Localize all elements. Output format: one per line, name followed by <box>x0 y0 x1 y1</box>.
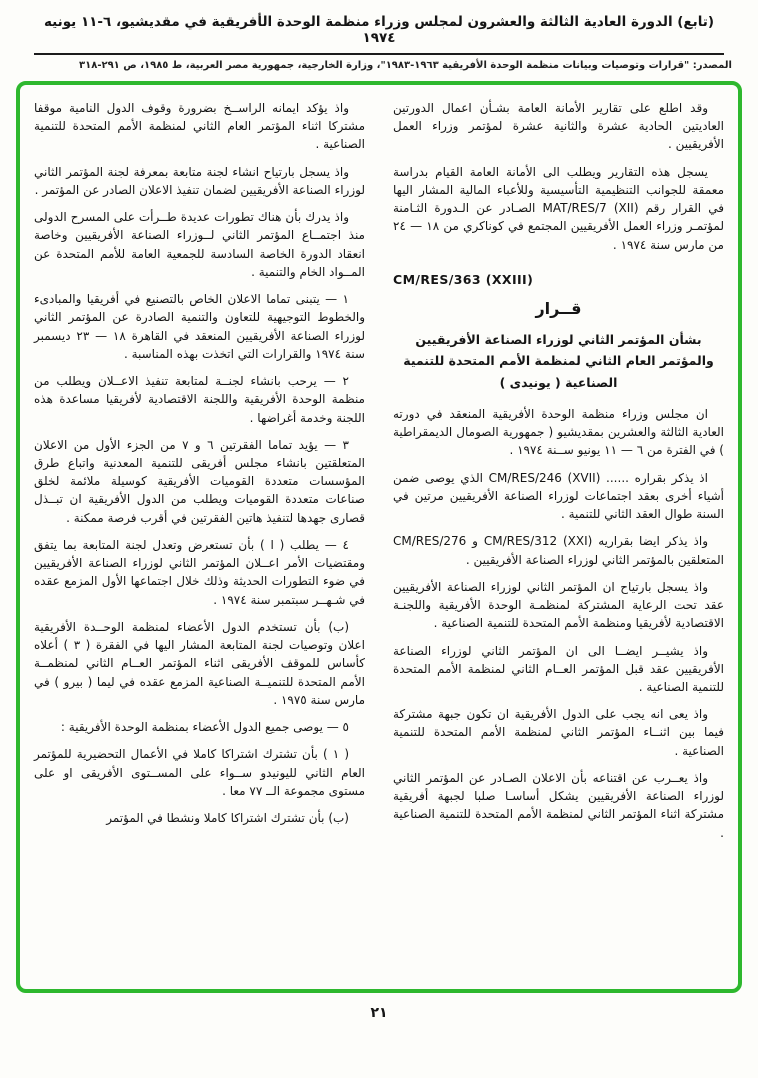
column-right <box>393 99 724 979</box>
two-column-layout <box>34 99 724 979</box>
resolution-code: CM/RES/363 (XXIII) <box>393 271 534 287</box>
paragraph: ٢ — يرحب بانشاء لجنــة لمتابعة تنفيذ الاعــلان ويطلب من منظمة الوحدة الأفريقية واللجنة الاقتصادية لأفريقيا مساعدة هذه اللجنة وخدمة أغراضها . <box>34 374 365 425</box>
paragraph: اذ يذكر بقراره ...... ‎CM/RES/246 (XVII)‎ الذي يوصى ضمن أشياء أخرى بعقد اجتماعات لوزراء الصناعة الأفريقيين مرتين في السنة طوال العقد الثاني للتنمية . <box>393 470 724 522</box>
paragraph: واذ يدرك بأن هناك تطورات عديدة طــرأت على المسرح الدولى منذ اجتمــاع المؤتمر الثاني لــوزراء الصناعة الأفريقيين وخاصة انعقاد الدورة الخاصة السادسة للجمعية العامة للأمم المتحدة عن المــواد الخام والتنمية . <box>34 210 365 279</box>
paragraph: واذ يشيــر ايضــا الى ان المؤتمر الثاني لوزراء الصناعة الأفريقيين عقد قبل المؤتمر العــام الثاني لمنظمة الأمم المتحدة للتنمية الصناعية . <box>393 643 724 694</box>
header-divider <box>34 53 724 55</box>
page-header <box>0 0 758 71</box>
paragraph: ٤ — يطلب ( ا ) بأن تستعرض وتعدل لجنة المتابعة بما يتفق ومقتضيات الأمر اعــلان المؤتمر الثاني لوزراء الصناعة الأفريقيين في ضوء التطورات الحديثة وذلك خلال اجتماعها الأول المزمع عقده في شـهــر سبتمبر سنة ١٩٧٤ . <box>34 537 365 607</box>
paragraph: واذ يسجل بارتياح ان المؤتمر الثاني لوزراء الصناعة الأفريقيين عقد تحت الرعاية المشتركة لمنظمـة الوحدة الأفريقية واللجنـة الاقتصادية لأفريقيا ومنظمة الأمم المتحدة للتنمية الصناعية . <box>393 579 724 631</box>
paragraph: ٣ — يؤيد تماما الفقرتين ٦ و ٧ من الجزء الأول من الاعلان المتعلقتين بانشاء مجلس أفريقى للتنمية المعدنية واتباع طرق المؤسسات متعددة القوميات الأفريقية كوسيلة ملائمة لخلق صناعات متعددة القوميات ويطلب من الدول الأفريقية ان تبــذل قصارى جهدها لتنفيذ هاتين الفقرتين في أقرب فرصة ممكنة . <box>34 437 365 525</box>
paragraph: وقد اطلع على تقارير الأمانة العامة بشـأن اعمال الدورتين العاديتين الحادية عشرة والثانية عشرة لمؤتمر وزراء العمل الأفريقيين . <box>393 101 724 152</box>
paragraph: (ب) بأن تشترك اشتراكا كاملا ونشطا في المؤتمر <box>106 810 349 825</box>
paragraph: يسجل هذه التقارير ويطلب الى الأمانة العامة القيام بدراسة معمقة للجوانب التنظيمية التأسيسية وللأعباء المالية المشار اليها في القرار رقم ‎MAT/RES/7 (XII)‎ الصـادر عن الـدورة الثـامنة لمؤتمـر وزراء العمل الأفريقيين المجتمع في كوناكري من ١٨ — ٢٤ من مارس سنة ١٩٧٤ . <box>393 164 725 252</box>
header-title: (تابع) الدورة العادية الثالثة والعشرون لمجلس وزراء منظمة الوحدة الأفريقية في مقديشيو، ٦-١١ يونيه ١٩٧٤ <box>43 14 715 46</box>
paragraph: واذ يسجل بارتياح انشاء لجنة متابعة بمعرفة لجنة المؤتمر الثاني لوزراء الصناعة الأفريقيين لضمان تنفيذ الاعلان الصادر عن المؤتمر . <box>34 164 365 197</box>
paragraph: ان مجلس وزراء منظمة الوحدة الأفريقية المنعقد في دورته العادية الثالثة والعشرين بمقديشيو ( جمهورية الصومال الديمقراطية ) في الفترة من ٦ — ١١ يونيو ســنة ١٩٧٤ . <box>393 406 724 458</box>
paragraph: (ب) بأن تستخدم الدول الأعضاء لمنظمة الوحــدة الأفريقية اعلان وتوصيات لجنة المتابعة المشار اليها في الفقرة ( ٣ ) أعلاه كأساس للموقف الأفريقى اثناء المؤتمر العــام الثاني لمنظمــة الأمم المتحدة للتنميــة الصناعية المزمع عقده في ليما ( بيرو ) في مارس سنة ١٩٧٥ . <box>34 619 365 707</box>
resolution-subtitle: بشأن المؤتمر الثاني لوزراء الصناعة الأفريقيين والمؤتمر العام الثاني لمنظمة الأمم المتحدة للتنمية الصناعية ( يونيدى ) <box>403 332 714 390</box>
paragraph: ٥ — يوصى جميع الدول الأعضاء بمنظمة الوحدة الأفريقية : <box>60 720 349 735</box>
paragraph: واذ يعــرب عن اقتناعه بأن الاعلان الصـادر عن المؤتمر الثاني لوزراء الصناعة الأفريقيين يشكل أساسـا صلبا لجبهة أفريقية مشتركة اثناء المؤتمر الثاني لمنظمة الأمم المتحدة للتنمية الصناعية . <box>393 770 724 840</box>
paragraph: ١ — يتبنى تماما الاعلان الخاص بالتصنيع في أفريقيا والمبادىء والخطوط التوجيهية للتعاون والتنمية الصادرة عن المؤتمر الثاني لوزراء الصناعة الأفريقيين المنعقد في القاهرة ١٨ — ٢٣ ديسمبر سنة ١٩٧٤ والقرارات التي اتخذت بهذه المناسبة . <box>34 292 365 361</box>
paragraph: واذ يذكر ايضا بقراريه ‎CM/RES/312 (XXI)‎ و ‎CM/RES/276‎ المتعلقين بالمؤتمر الثاني لوزراء الصناعة الأفريقيين . <box>393 534 724 567</box>
column-left <box>34 99 365 979</box>
page-number: ٢١ <box>370 1005 388 1021</box>
resolution-title: قــرار <box>535 298 582 318</box>
content-frame <box>16 81 742 993</box>
paragraph: واذ يؤكد ايمانه الراســخ بضرورة وقوف الدول النامية موقفا مشتركا اثناء المؤتمر العام الثاني لمنظمة الأمم المتحدة للتنمية الصناعية . <box>34 101 365 152</box>
paragraph: واذ يعى انه يجب على الدول الأفريقية ان تكون جبهة مشتركة فيما بين اثنــاء المؤتمر الثاني لمنظمة الأمم المتحدة للتنمية الصناعية . <box>393 707 724 758</box>
source-line: المصدر: "قرارات وتوصيات وبيانات منظمة الوحدة الأفريقية ١٩٦٣-١٩٨٣"، وزارة الخارجية، جمهورية مصر العربية، ط ١٩٨٥، ص ٢٩١-٣١٨ <box>79 60 732 71</box>
paragraph: ( ١ ) بأن تشترك اشتراكا كاملا في الأعمال التحضيرية للمؤتمر العام الثاني لليونيدو ســواء على المســتوى الأفريقى او على مستوى مجموعة الــ ٧٧ معا . <box>34 747 365 798</box>
